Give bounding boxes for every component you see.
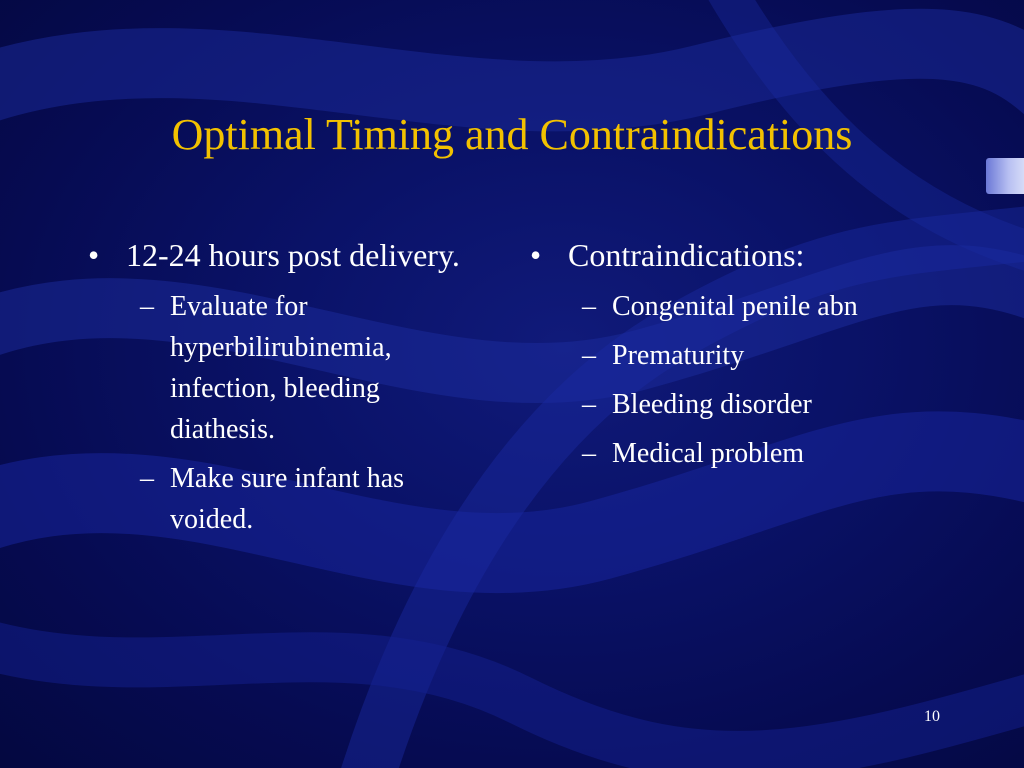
dash-mark: – [582,291,596,322]
bullet-item [530,232,950,278]
sub-bullet-item [576,433,950,474]
sub-bullet-item [134,286,478,450]
bullet-item [88,232,478,278]
dash-mark: – [582,438,596,469]
slide-title: Optimal Timing and Contraindications [171,110,853,159]
left-column [88,232,478,548]
dash-mark: – [582,389,596,420]
sub-bullet-list [576,286,950,474]
bullet-text: 12-24 hours post delivery. [126,237,460,273]
sub-bullet-item [134,458,478,540]
sub-bullet-item [576,384,950,425]
sub-bullet-text: Medical problem [612,438,805,469]
sub-bullet-item [576,286,950,327]
dash-mark: – [140,291,154,322]
sub-bullet-text: Prematurity [612,340,745,371]
sub-bullet-list [134,286,478,540]
dash-mark: – [140,463,154,494]
slide-number: 10 [924,708,940,725]
bullet-text: Contraindications: [568,237,805,273]
sub-bullet-text: Make sure infant has voided. [170,463,405,535]
sub-bullet-text: Congenital penile abn [612,291,858,322]
bullet-mark: • [530,237,542,273]
bullet-mark: • [88,237,100,273]
right-column [530,232,950,482]
sub-bullet-text: Bleeding disorder [612,389,812,420]
sub-bullet-text: Evaluate for hyperbilirubinemia, infection, bleeding diathesis. [170,291,392,445]
sub-bullet-item [576,335,950,376]
dash-mark: – [582,340,596,371]
slide-edge-tab [986,158,1024,194]
